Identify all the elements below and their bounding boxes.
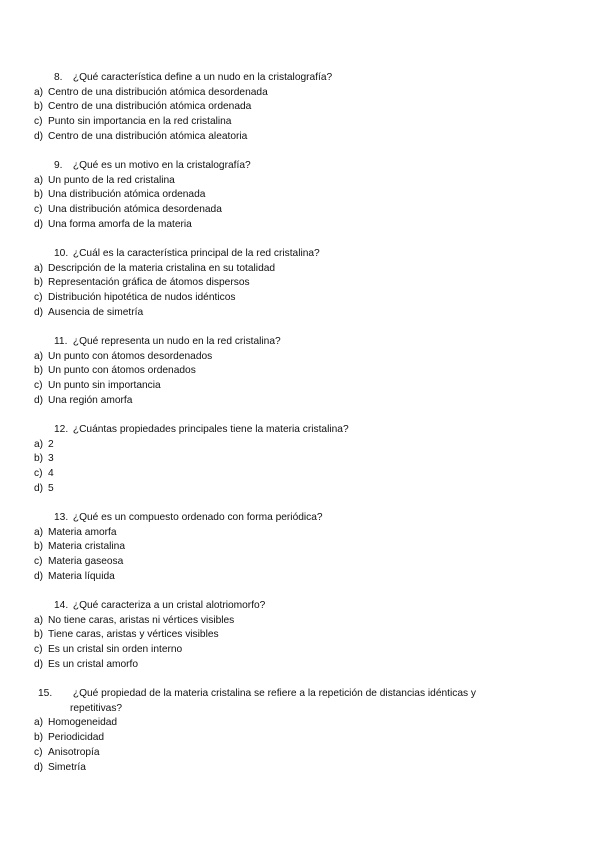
option-letter: b): [34, 629, 44, 641]
option-text: Una forma amorfa de la materia: [48, 218, 192, 230]
question-text: [34, 335, 574, 350]
option-text: Tiene caras, aristas y vértices visibles: [48, 629, 219, 641]
option-text: Es un cristal amorfo: [48, 658, 139, 670]
option-letter: d): [34, 658, 44, 670]
option-letter: a): [34, 526, 44, 538]
option-letter: a): [34, 262, 44, 274]
option-letter: c): [34, 746, 43, 758]
option-text: Una distribución atómica desordenada: [48, 204, 222, 216]
option-letter: c): [34, 380, 43, 392]
option-text: Homogeneidad: [48, 717, 118, 729]
option-letter: a): [34, 350, 44, 362]
option-b: [34, 731, 524, 746]
question-text: [34, 599, 574, 614]
option-text: Un punto con átomos ordenados: [48, 365, 196, 377]
question-14: [34, 599, 574, 673]
option-text: Es un cristal sin orden interno: [48, 644, 183, 656]
question-prompt: ¿Cuántas propiedades principales tiene la materia cristalina?: [72, 424, 349, 435]
option-b: [34, 276, 574, 291]
question-9: [34, 159, 574, 233]
option-text: Una distribución atómica ordenada: [48, 189, 206, 201]
option-d: [34, 658, 574, 673]
option-letter: b): [34, 453, 44, 465]
option-c: [34, 746, 524, 761]
option-c: [34, 115, 574, 130]
question-prompt: ¿Qué representa un nudo en la red cristalina?: [72, 336, 281, 347]
option-letter: c): [34, 292, 43, 304]
option-text: Simetría: [48, 761, 86, 773]
option-text: 4: [48, 468, 54, 480]
question-number: 10.: [54, 248, 69, 259]
option-d: [34, 761, 524, 776]
option-c: [34, 203, 574, 218]
question-12: [34, 423, 574, 497]
question-prompt: ¿Qué es un motivo en la cristalografía?: [72, 160, 251, 171]
question-text: [34, 511, 574, 526]
option-text: Periodicidad: [48, 732, 105, 744]
option-c: [34, 643, 574, 658]
option-text: Representación gráfica de átomos dispersos: [48, 277, 250, 289]
option-letter: c): [34, 468, 43, 480]
option-text: Distribución hipotética de nudos idénticos: [48, 292, 236, 304]
option-b: [34, 452, 574, 467]
option-a: [34, 350, 574, 365]
option-letter: a): [34, 174, 44, 186]
option-text: Anisotropía: [48, 746, 100, 758]
option-letter: b): [34, 277, 44, 289]
option-c: [34, 379, 574, 394]
option-letter: c): [34, 204, 43, 216]
option-a: [34, 86, 574, 101]
option-c: [34, 467, 574, 482]
option-d: [34, 482, 574, 497]
option-a: [34, 438, 574, 453]
option-letter: b): [34, 365, 44, 377]
option-text: 3: [48, 453, 54, 465]
question-prompt: ¿Qué es un compuesto ordenado con forma periódica?: [72, 512, 323, 523]
option-letter: b): [34, 732, 44, 744]
option-c: [34, 291, 574, 306]
question-text: [34, 159, 574, 174]
question-text: [34, 687, 524, 716]
option-d: [34, 218, 574, 233]
option-a: [34, 526, 574, 541]
option-letter: c): [34, 644, 43, 656]
option-letter: a): [34, 86, 44, 98]
option-text: Una región amorfa: [48, 394, 133, 406]
option-letter: c): [34, 556, 43, 568]
question-number: 12.: [54, 424, 69, 435]
question-number: 15.: [38, 688, 53, 699]
option-letter: a): [34, 614, 44, 626]
option-text: Descripción de la materia cristalina en su totalidad: [48, 262, 276, 274]
option-text: Un punto con átomos desordenados: [48, 350, 213, 362]
question-text: [34, 71, 574, 86]
option-d: [34, 306, 574, 321]
option-d: [34, 130, 574, 145]
option-text: Materia cristalina: [48, 541, 125, 553]
question-prompt: ¿Cuál es la característica principal de la red cristalina?: [72, 248, 320, 259]
option-a: [34, 614, 574, 629]
option-text: 2: [48, 438, 54, 450]
question-number: 9.: [54, 160, 63, 171]
question-number: 13.: [54, 512, 69, 523]
option-letter: b): [34, 189, 44, 201]
question-number: 11.: [54, 336, 68, 347]
option-text: Materia gaseosa: [48, 556, 124, 568]
question-number: 14.: [54, 600, 69, 611]
question-prompt: ¿Qué caracteriza a un cristal alotriomorfo?: [72, 600, 266, 611]
option-text: Materia líquida: [48, 570, 115, 582]
option-letter: d): [34, 130, 44, 142]
option-b: [34, 364, 574, 379]
option-letter: a): [34, 717, 44, 729]
question-text: [34, 423, 574, 438]
option-text: 5: [48, 482, 54, 494]
question-text: [34, 247, 574, 262]
option-text: Centro de una distribución atómica ordenada: [48, 101, 252, 113]
question-prompt: ¿Qué propiedad de la materia cristalina se refiere a la repetición de distancias idénticas y repetitivas?: [70, 688, 477, 714]
option-letter: d): [34, 570, 44, 582]
option-letter: a): [34, 438, 44, 450]
question-15: [34, 687, 524, 775]
option-letter: b): [34, 101, 44, 113]
option-b: [34, 188, 574, 203]
option-letter: d): [34, 482, 44, 494]
option-text: Centro de una distribución atómica aleatoria: [48, 130, 248, 142]
option-letter: d): [34, 761, 44, 773]
option-letter: d): [34, 306, 44, 318]
option-text: Punto sin importancia en la red cristalina: [48, 116, 232, 128]
question-8: [34, 71, 574, 145]
option-text: Un punto sin importancia: [48, 380, 161, 392]
option-d: [34, 394, 574, 409]
option-c: [34, 555, 574, 570]
question-10: [34, 247, 574, 321]
option-b: [34, 628, 574, 643]
option-d: [34, 570, 574, 585]
option-text: Centro de una distribución atómica desordenada: [48, 86, 268, 98]
question-prompt: ¿Qué característica define a un nudo en la cristalografía?: [72, 72, 333, 83]
option-b: [34, 100, 574, 115]
option-letter: b): [34, 541, 44, 553]
option-text: Un punto de la red cristalina: [48, 174, 175, 186]
option-text: Materia amorfa: [48, 526, 117, 538]
option-letter: c): [34, 116, 43, 128]
option-text: Ausencia de simetría: [48, 306, 144, 318]
question-13: [34, 511, 574, 585]
option-b: [34, 540, 574, 555]
question-number: 8.: [54, 72, 63, 83]
option-a: [34, 716, 524, 731]
option-text: No tiene caras, aristas ni vértices visibles: [48, 614, 235, 626]
option-letter: d): [34, 218, 44, 230]
option-a: [34, 262, 574, 277]
question-11: [34, 335, 574, 409]
option-letter: d): [34, 394, 44, 406]
option-a: [34, 174, 574, 189]
